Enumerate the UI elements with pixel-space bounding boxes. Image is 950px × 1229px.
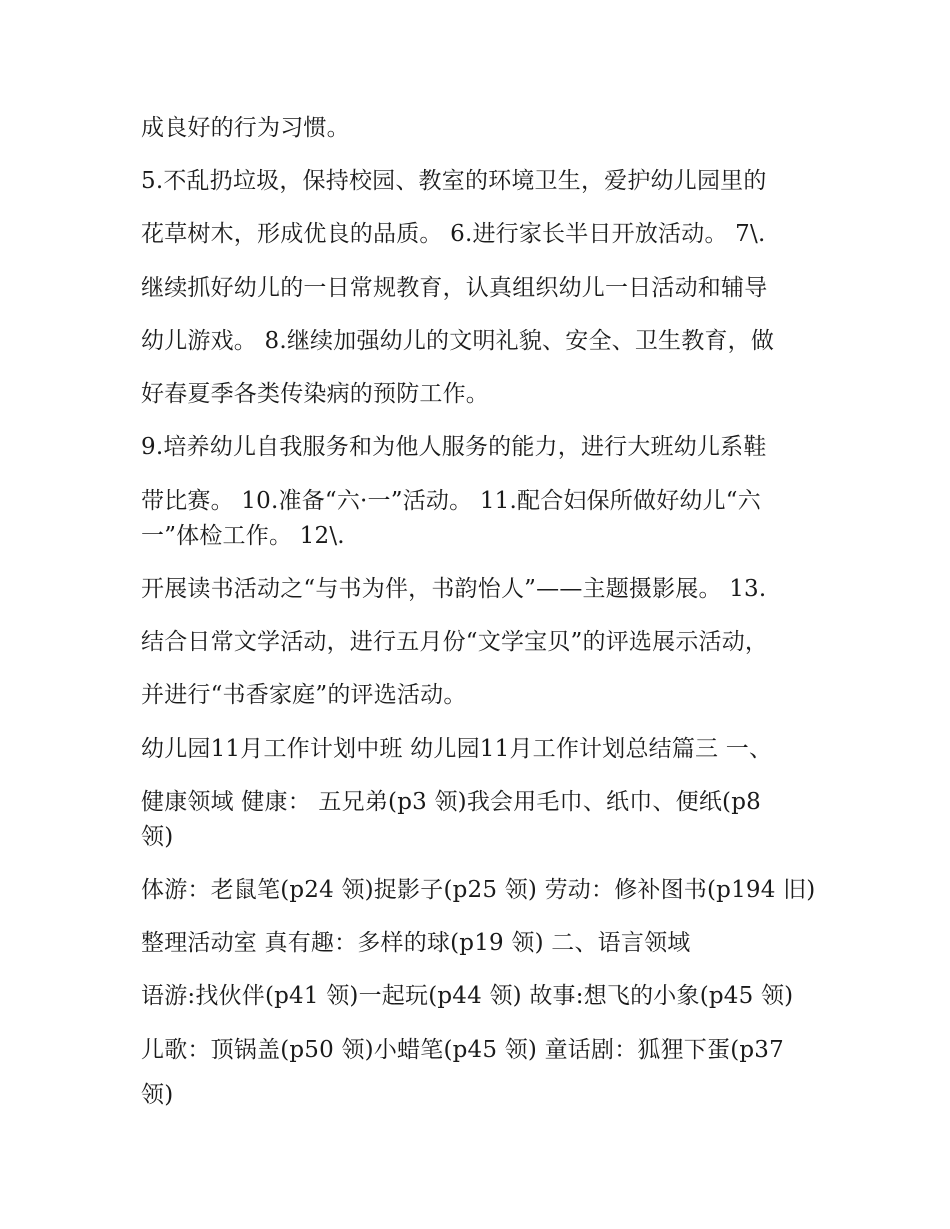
text-line: 语游:找伙伴(p41 领)一起玩(p44 领) 故事:想飞的小象(p45 领)	[141, 983, 794, 1009]
text-line: 继续抓好幼儿的一日常规教育，认真组织幼儿一日活动和辅导	[141, 275, 768, 301]
text-line: 领)	[141, 1082, 174, 1108]
text-line: 体游：老鼠笔(p24 领)捉影子(p25 领) 劳动：修补图书(p194 旧)	[141, 877, 816, 903]
text-line: 并进行“书香家庭”的评选活动。	[141, 682, 467, 708]
text-line: 成良好的行为习惯。	[141, 115, 350, 141]
text-line: 整理活动室 真有趣：多样的球(p19 领) 二、语言领域	[141, 930, 691, 956]
text-line: 幼儿游戏。 8.继续加强幼儿的文明礼貌、安全、卫生教育，做	[141, 328, 775, 354]
text-line: 9.培养幼儿自我服务和为他人服务的能力，进行大班幼儿系鞋	[141, 434, 767, 460]
text-line: 一”体检工作。 12\.	[141, 523, 345, 549]
text-line: 领)	[141, 824, 174, 850]
text-line: 幼儿园11月工作计划中班 幼儿园11月工作计划总结篇三 一、	[141, 736, 773, 762]
text-line: 儿歌：顶锅盖(p50 领)小蜡笔(p45 领) 童话剧：狐狸下蛋(p37	[141, 1037, 784, 1063]
text-line: 5.不乱扔垃圾，保持校园、教室的环境卫生，爱护幼儿园里的	[141, 168, 767, 194]
text-line: 健康领域 健康： 五兄弟(p3 领)我会用毛巾、纸巾、便纸(p8	[141, 789, 761, 815]
text-line: 好春夏季各类传染病的预防工作。	[141, 381, 489, 407]
text-line: 结合日常文学活动，进行五月份“文学宝贝”的评选展示活动，	[141, 629, 769, 655]
text-line: 带比赛。 10.准备“六·一”活动。 11.配合妇保所做好幼儿“六	[141, 488, 761, 514]
text-line: 开展读书活动之“与书为伴，书韵怡人”——主题摄影展。 13.	[141, 576, 767, 602]
text-line: 花草树木，形成优良的品质。 6.进行家长半日开放活动。 7\.	[141, 221, 766, 247]
